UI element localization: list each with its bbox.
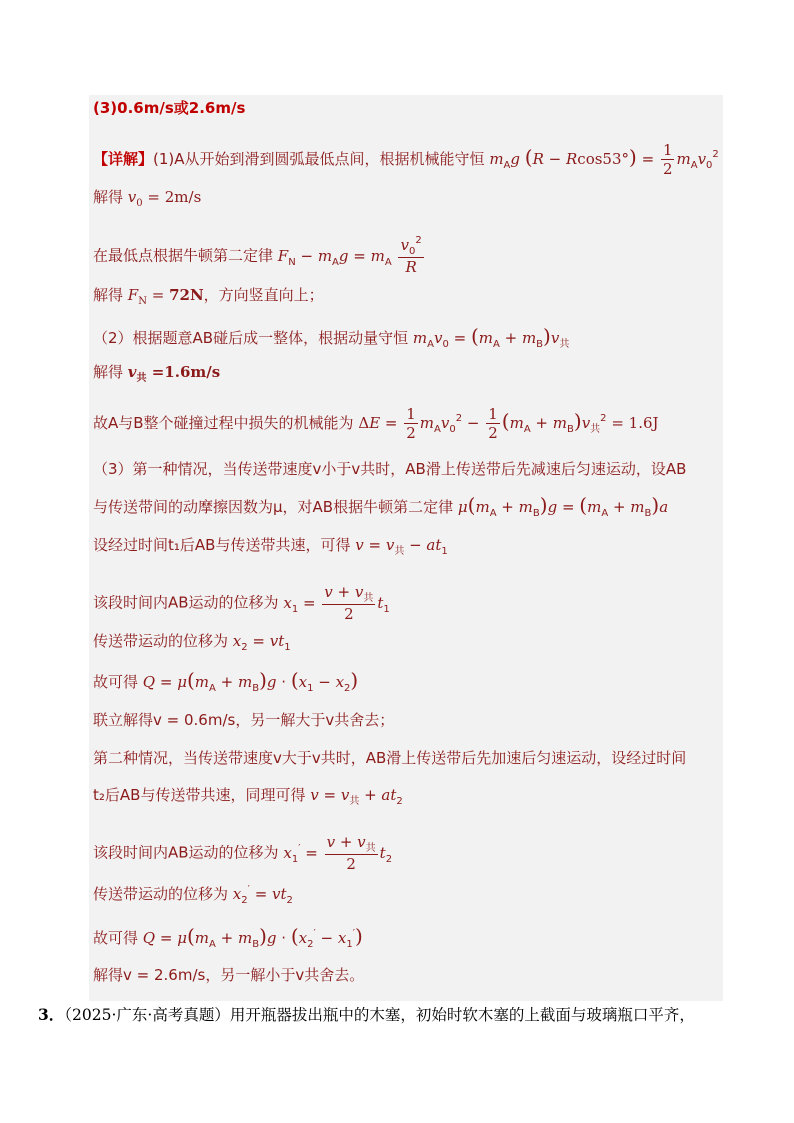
newton-equation: $F_N - m_Ag = m_A$ $\frac{v_0^2}{R}$ (277, 235, 422, 276)
detail-l3-text: 在最低点根据牛顿第二定律 (93, 246, 274, 265)
detail-line-19 (93, 926, 363, 951)
vcommon-result: $v_共 =1.6m/s$ (127, 363, 221, 384)
detail-l1-text: (1)A从开始到滑到圆弧最低点间，根据机械能守恒 (153, 150, 485, 168)
detail-line-11 (93, 583, 390, 623)
belt-displacement-1: $x_2 = vt_1$ (232, 632, 291, 653)
question-text: （2025·广东·高考真题）用开瓶器拔出瓶中的木塞，初始时软木塞的上截面与玻璃瓶口平齐， (64, 1006, 695, 1024)
energy-equation: $m_Ag$ (R − Rcos53°) = $\frac{1}{2}$ $m_Av_0^2$ (489, 141, 719, 178)
friction-equation: $\mu(m_A + m_B)g = (m_A + m_B)a$ (457, 493, 669, 519)
detail-l7-text: 故A与B整个碰撞过程中损失的机械能为 (93, 414, 354, 432)
answer-part3: (3)0.6m/s或2.6m/s (93, 99, 246, 117)
detail-line-3 (93, 236, 426, 276)
detail-line-20: 解得v = 2.6m/s，另一解小于v共舍去。 (93, 966, 365, 984)
detail-l6-text: 解得 (93, 363, 124, 381)
detail-line-14: 联立解得v = 0.6m/s，另一解大于v共舍去； (93, 711, 395, 729)
detail-l18-text: 传送带运动的位移为 (93, 885, 229, 903)
energy-loss-equation: ΔE = $\frac{1}{2}$ $m_Av_0^2$ − $\frac{1}{2}$ $(m_A + m_B)v_共^2 = 1.6J$ (358, 405, 659, 442)
detail-l19-text: 故可得 (93, 929, 139, 947)
detail-l12-text: 传送带运动的位移为 (93, 632, 229, 650)
velocity-equation-1: $v = v_共 - at_1$ (355, 536, 448, 557)
question-number: 3． (38, 1005, 65, 1024)
detail-l11-text: 该段时间内AB运动的位移为 (93, 593, 279, 612)
detail-line-6 (93, 362, 220, 385)
detail-l2-text: 解得 (93, 188, 124, 206)
detail-l16-text: t₂后AB与传送带共速，同理可得 (93, 786, 306, 804)
heat-equation-2: $Q = \mu(m_A + m_B)g \cdot (x_2' - x_1')$ (142, 924, 363, 950)
question-3 (38, 1003, 695, 1025)
detail-line-16 (93, 785, 403, 808)
detail-l10-text: 设经过时间t₁后AB与传送带共速，可得 (93, 536, 351, 554)
detail-line-5 (93, 326, 569, 351)
detail-l5-text: （2）根据题意AB碰后成一整体，根据动量守恒 (93, 329, 409, 347)
detail-label: 【详解】 (93, 150, 154, 168)
displacement-equation-2: $x_1'$ = $\frac{v + v_共}{2}$ $t_2$ (283, 833, 393, 873)
detail-line-1 (93, 141, 719, 178)
detail-line-15: 第二种情况，当传送带速度v大于v共时，AB滑上传送带后先加速后匀速运动，设经过时间 (93, 749, 687, 767)
detail-line-10 (93, 535, 448, 558)
detail-line-4 (93, 285, 324, 308)
detail-line-17 (93, 833, 392, 873)
detail-l13-text: 故可得 (93, 673, 139, 691)
heat-equation-1: $Q = \mu(m_A + m_B)g \cdot (x_1 - x_2)$ (142, 668, 359, 694)
detail-line-2 (93, 187, 201, 210)
detail-l4-tail: ，方向竖直向上； (203, 286, 324, 304)
velocity-equation-2: $v = v_共 + at_2$ (310, 786, 403, 807)
momentum-equation: $m_Av_0 = (m_A + m_B)v_共$ (412, 324, 570, 350)
detail-line-7 (93, 405, 659, 442)
energy-loss-result: = 1.6J (611, 414, 659, 432)
detail-l17-text: 该段时间内AB运动的位移为 (93, 843, 279, 862)
detail-l9-text: 与传送带间的动摩擦因数为μ，对AB根据牛顿第二定律 (93, 498, 454, 516)
belt-displacement-2: $x_2' = vt_2$ (232, 884, 293, 906)
detail-line-12 (93, 631, 291, 654)
fn-result: $F_N = 72N$ (127, 286, 204, 307)
detail-line-13 (93, 670, 358, 695)
detail-line-18 (93, 884, 293, 907)
detail-line-8: （3）第一种情况，当传送带速度v小于v共时，AB滑上传送带后先减速后匀速运动，设AB (93, 460, 687, 478)
displacement-equation-1: $x_1$ = $\frac{v + v_共}{2}$ $t_1$ (283, 583, 390, 623)
v0-result: $v_0 = 2m/s$ (127, 188, 202, 209)
detail-line-9 (93, 495, 668, 520)
detail-l4-text: 解得 (93, 286, 124, 304)
